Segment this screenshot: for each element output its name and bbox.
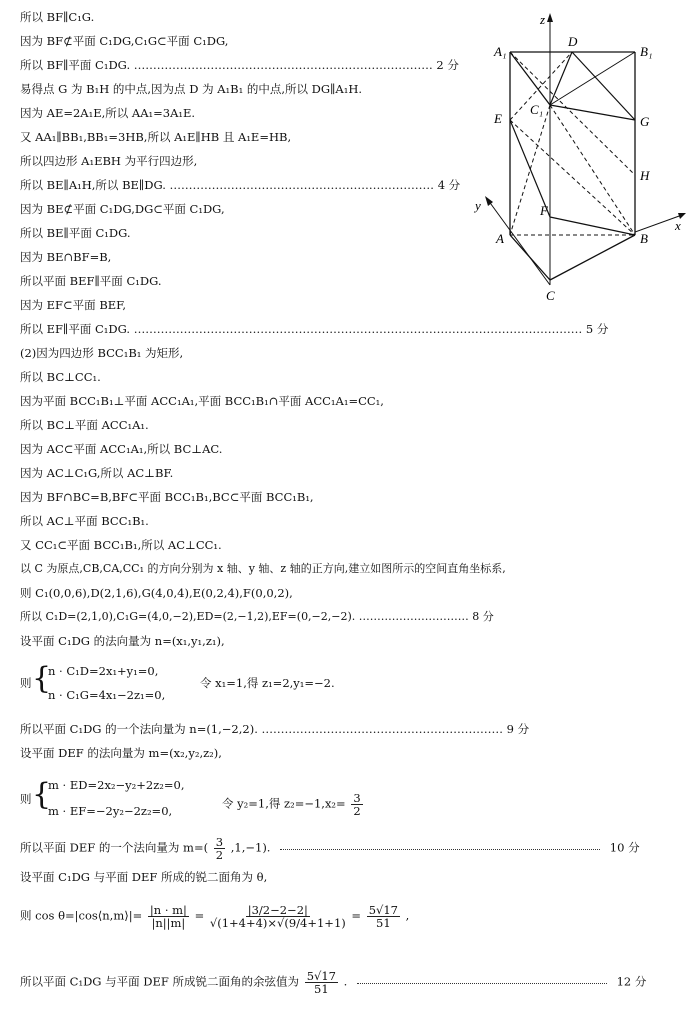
text-line: 设平面 C₁DG 的法向量为 n=(x₁,y₁,z₁), <box>20 634 225 648</box>
label-B1: B₁ <box>640 44 653 59</box>
system2-row1: m · ED=2x₂−y₂+2z₂=0, <box>48 778 185 792</box>
system1-row1: n · C₁D=2x₁+y₁=0, <box>48 664 159 678</box>
m-vector-line: 所以平面 DEF 的一个法向量为 m=( $\frac{3}{2}$ ,1,−1). 10 分 <box>20 835 640 862</box>
label-E: E <box>494 111 502 126</box>
text-line: 以 C 为原点,CB,CA,CC₁ 的方向分别为 x 轴、y 轴、z 轴的正方向,建立如图所示的空间直角坐标系, <box>20 562 506 575</box>
text-line: 又 AA₁∥BB₁,BB₁=3HB,所以 A₁E∥HB 且 A₁E=HB, <box>20 130 292 144</box>
brace-icon: { <box>32 777 52 812</box>
text-line: 因为 BE⊄平面 C₁DG,DG⊂平面 C₁DG, <box>20 202 225 216</box>
text-line: 易得点 G 为 B₁H 的中点,因为点 D 为 A₁B₁ 的中点,所以 DG∥A₁H. <box>20 82 362 96</box>
system2-prefix: 则 <box>20 792 32 806</box>
system1-row2: n · C₁G=4x₁−2z₁=0, <box>48 688 166 702</box>
label-F: F <box>540 203 548 218</box>
label-G: G <box>640 114 650 129</box>
text-line: 因为 BF⊄平面 C₁DG,C₁G⊂平面 C₁DG, <box>20 34 229 48</box>
text-line: 所以 BF∥平面 C₁DG. …………………………………………………………………… 2 分 <box>20 58 459 72</box>
text-line: 所以 BE∥平面 C₁DG. <box>20 226 131 240</box>
system2-row2: m · EF=−2y₂−2z₂=0, <box>48 804 173 818</box>
label-B: B <box>640 231 648 246</box>
brace-icon: { <box>32 661 52 696</box>
label-A: A <box>496 231 504 246</box>
text-line: 所以四边形 A₁EBH 为平行四边形, <box>20 154 198 168</box>
label-A1: A₁ <box>494 44 507 59</box>
text-line: 所以 BC⊥平面 ACC₁A₁. <box>20 418 149 432</box>
cos-line: 则 cos θ=|cos⟨n,m⟩|= $\frac{|n \cdot m|}{|n||m|}$ = $\frac{|3/2-2-2|}{√(1+4+4)\times√(9/4+1+1)}$ = $\frac{5√17}{51}$ , <box>20 903 410 930</box>
text-line: 因为 AC⊥C₁G,所以 AC⊥BF. <box>20 466 174 480</box>
text-line: 所以平面 C₁DG 的一个法向量为 n=(1,−2,2). ……………………………………………………… 9 分 <box>20 722 530 736</box>
text-line: 所以 EF∥平面 C₁DG. ……………………………………………………………………………………………………… 5 分 <box>20 322 609 336</box>
label-C1: C₁ <box>530 102 544 117</box>
label-C: C <box>546 288 555 303</box>
text-line: 因为 BE∩BF=B, <box>20 250 112 264</box>
text-line: 所以 C₁D=(2,1,0),C₁G=(4,0,−2),ED=(2,−1,2),EF=(0,−2,−2). ………………………… 8 分 <box>20 610 494 623</box>
text-line: 所以 AC⊥平面 BCC₁B₁. <box>20 514 149 528</box>
label-x: x <box>675 218 681 233</box>
text-line: 又 CC₁⊂平面 BCC₁B₁,所以 AC⊥CC₁. <box>20 538 222 552</box>
text-line: 所以 BF∥C₁G. <box>20 10 95 24</box>
text-line: 所以 BC⊥CC₁. <box>20 370 101 384</box>
label-z: z <box>540 12 546 27</box>
system1-prefix: 则 <box>20 676 32 690</box>
text-line: 则 C₁(0,0,6),D(2,1,6),G(4,0,4),E(0,2,4),F(0,0,2), <box>20 586 293 600</box>
text-line: 设平面 C₁DG 与平面 DEF 所成的锐二面角为 θ, <box>20 870 268 884</box>
text-line: 因为平面 BCC₁B₁⊥平面 ACC₁A₁,平面 BCC₁B₁∩平面 ACC₁A₁=CC₁, <box>20 394 384 408</box>
text-line: (2)因为四边形 BCC₁B₁ 为矩形, <box>20 346 184 360</box>
text-line: 设平面 DEF 的法向量为 m=(x₂,y₂,z₂), <box>20 746 222 760</box>
label-D: D <box>568 34 578 49</box>
text-line: 因为 BF∩BC=B,BF⊂平面 BCC₁B₁,BC⊂平面 BCC₁B₁, <box>20 490 314 504</box>
text-line: 因为 EF⊂平面 BEF, <box>20 298 127 312</box>
text-line: 所以平面 BEF∥平面 C₁DG. <box>20 274 162 288</box>
final-line: 所以平面 C₁DG 与平面 DEF 所成锐二面角的余弦值为 $\frac{5√17}{51}$ . 12 分 <box>20 969 647 996</box>
label-y: y <box>475 198 481 213</box>
label-H: H <box>640 168 650 183</box>
system1-tail: 令 x₁=1,得 z₁=2,y₁=−2. <box>200 676 335 690</box>
text-line: 所以 BE∥A₁H,所以 BE∥DG. …………………………………………………………… 4 分 <box>20 178 461 192</box>
text-line: 因为 AC⊂平面 ACC₁A₁,所以 BC⊥AC. <box>20 442 223 456</box>
geometry-figure <box>470 10 690 310</box>
system2-tail: 令 y₂=1,得 z₂=−1,x₂= $\frac{3}{2}$ <box>222 791 361 818</box>
text-line: 因为 AE=2A₁E,所以 AA₁=3A₁E. <box>20 106 196 120</box>
